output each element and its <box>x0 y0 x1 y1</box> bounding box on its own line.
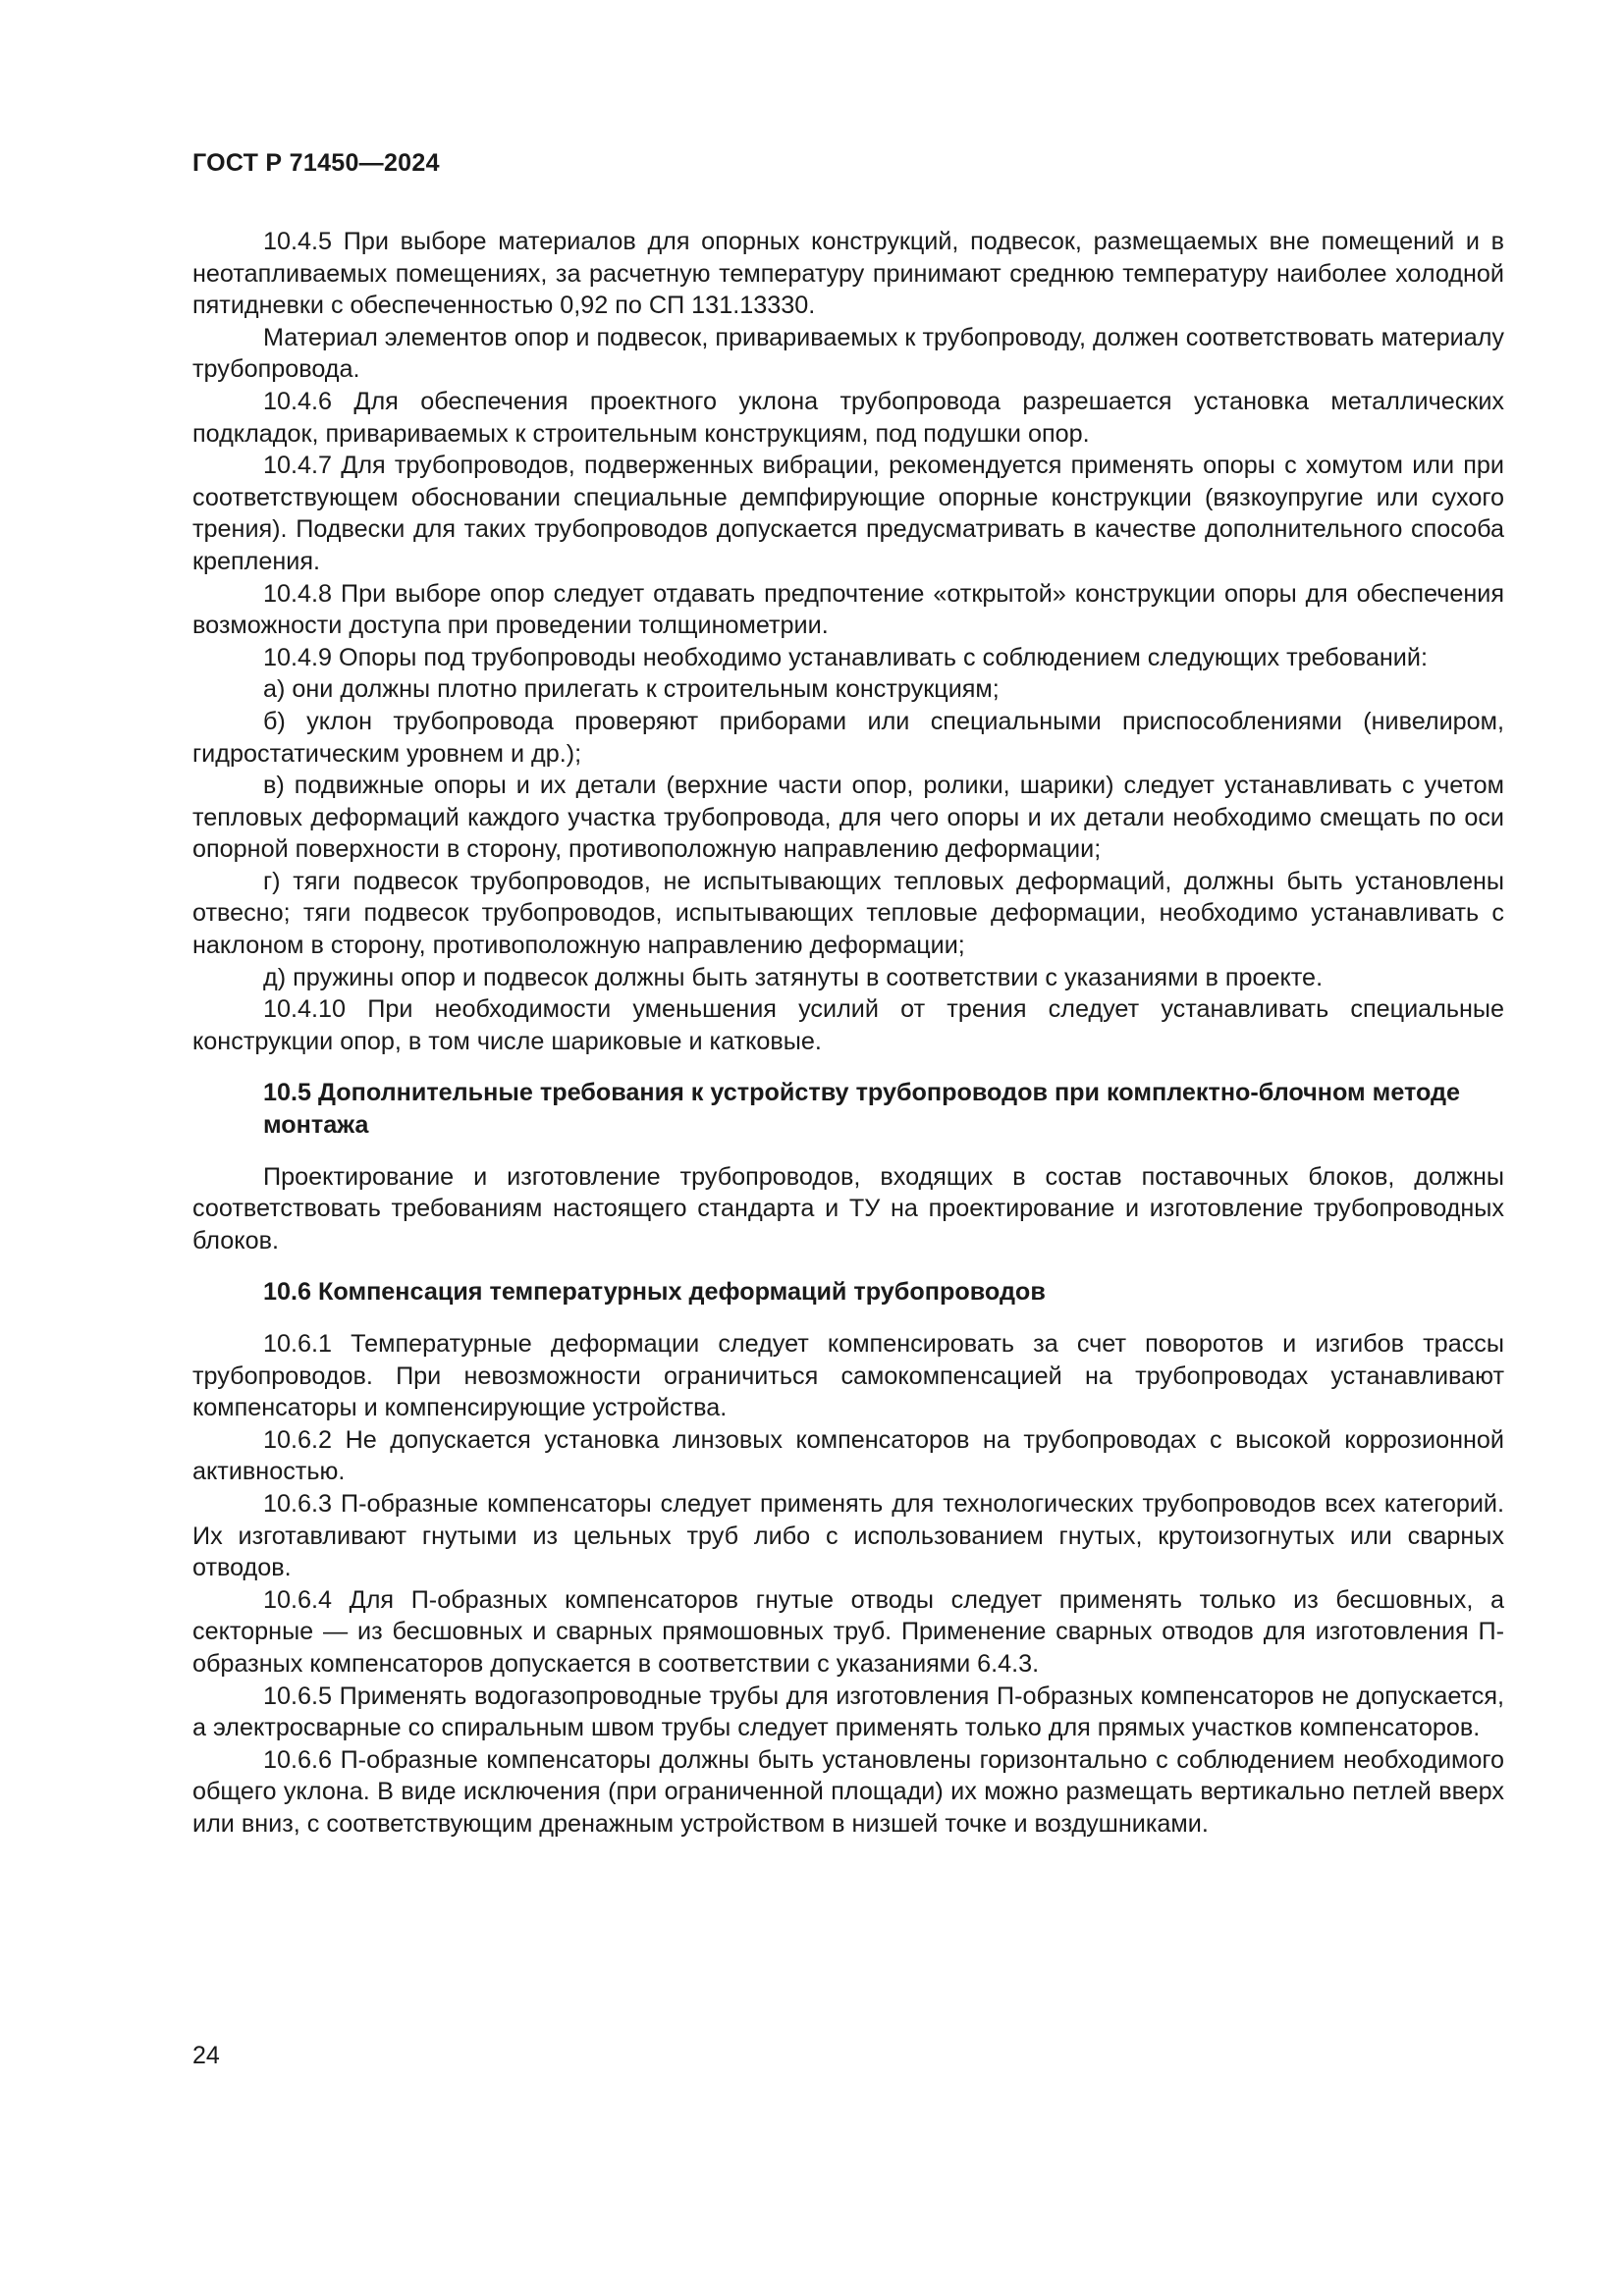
paragraph-10-6-1: 10.6.1 Температурные деформации следует компенсировать за счет поворотов и изгибов трассы трубопроводов. При невозможности ограничиться самокомпенсацией на трубопроводах устанавливают компенсаторы и компенсирующие устройства. <box>192 1330 1504 1422</box>
document-body <box>192 226 1504 1841</box>
list-item-g: г) тяги подвесок трубопроводов, не испытывающих тепловых деформаций, должны быть установлены отвесно; тяги подвесок трубопроводов, испытывающих тепловые деформации, необходимо устанавливать с наклоном в сторону, противоположную направлению деформации; <box>192 867 1504 960</box>
paragraph-10-6-6: 10.6.6 П-образные компенсаторы должны быть установлены горизонтально с соблюдением необходимого общего уклона. В виде исключения (при ограниченной площади) их можно размещать вертикально петлей вверх или вниз, с соответствующим дренажным устройством в низшей точке и воздушниками. <box>192 1745 1504 1838</box>
document-header-id: ГОСТ Р 71450—2024 <box>192 149 440 177</box>
list-item-a: а) они должны плотно прилегать к строительным конструкциям; <box>263 675 1000 704</box>
list-item-b: б) уклон трубопровода проверяют приборами или специальными приспособлениями (нивелиром, гидростатическим уровнем и др.); <box>192 707 1504 768</box>
page-number: 24 <box>192 2042 220 2069</box>
section-heading-10-6: 10.6 Компенсация температурных деформаций трубопроводов <box>263 1278 1046 1307</box>
paragraph-10-6-2: 10.6.2 Не допускается установка линзовых компенсаторов на трубопроводах с высокой коррозионной активностью. <box>192 1425 1504 1486</box>
paragraph-10-5-body: Проектирование и изготовление трубопроводов, входящих в состав поставочных блоков, должны соответствовать требованиям настоящего стандарта и ТУ на проектирование и изготовление трубопроводных блоков. <box>192 1162 1504 1255</box>
section-heading-10-5: 10.5 Дополнительные требования к устройству трубопроводов при комплектно-блочном методе монтажа <box>263 1079 1461 1140</box>
paragraph-10-6-5: 10.6.5 Применять водогазопроводные трубы для изготовления П-образных компенсаторов не допускается, а электросварные со спиральным швом трубы следует применять только для прямых участков компенсаторов. <box>192 1682 1504 1742</box>
paragraph-10-4-9: 10.4.9 Опоры под трубопроводы необходимо устанавливать с соблюдением следующих требований: <box>263 643 1428 671</box>
paragraph-support-material: Материал элементов опор и подвесок, привариваемых к трубопроводу, должен соответствовать материалу трубопровода. <box>192 323 1504 384</box>
paragraph-10-4-8: 10.4.8 При выборе опор следует отдавать предпочтение «открытой» конструкции опоры для обеспечения возможности доступа при проведении толщинометрии. <box>192 579 1504 640</box>
paragraph-10-6-4: 10.6.4 Для П-образных компенсаторов гнутые отводы следует применять только из бесшовных, а секторные — из бесшовных и сварных прямошовных труб. Применение сварных отводов для изготовления П-образных компенсаторов допускается в соответствии с указаниями 6.4.3. <box>192 1585 1504 1678</box>
paragraph-10-4-10: 10.4.10 При необходимости уменьшения усилий от трения следует устанавливать специальные конструкции опор, в том числе шариковые и катковые. <box>192 995 1504 1055</box>
paragraph-10-4-6: 10.4.6 Для обеспечения проектного уклона трубопровода разрешается установка металлических подкладок, привариваемых к строительным конструкциям, под подушки опор. <box>192 387 1504 448</box>
list-item-v: в) подвижные опоры и их детали (верхние части опор, ролики, шарики) следует устанавливать с учетом тепловых деформаций каждого участка трубопровода, для чего опоры и их детали необходимо смещать по оси опорной поверхности в сторону, противоположную направлению деформации; <box>192 772 1504 864</box>
paragraph-10-6-3: 10.6.3 П-образные компенсаторы следует применять для технологических трубопроводов всех категорий. Их изготавливают гнутыми из цельных труб либо с использованием гнутых, крутоизогнутых или сварных отводов. <box>192 1489 1504 1582</box>
list-item-d: д) пружины опор и подвесок должны быть затянуты в соответствии с указаниями в проекте. <box>263 963 1324 991</box>
paragraph-10-4-7: 10.4.7 Для трубопроводов, подверженных вибрации, рекомендуется применять опоры с хомутом или при соответствующем обосновании специальные демпфирующие опорные конструкции (вязкоупругие или сухого трения). Подвески для таких трубопроводов допускается предусматривать в качестве дополнительного способа крепления. <box>192 452 1504 575</box>
paragraph-10-4-5: 10.4.5 При выборе материалов для опорных конструкций, подвесок, размещаемых вне помещений и в неотапливаемых помещениях, за расчетную температуру принимают среднюю температуру наиболее холодной пятидневки с обеспеченностью 0,92 по СП 131.13330. <box>192 228 1504 320</box>
